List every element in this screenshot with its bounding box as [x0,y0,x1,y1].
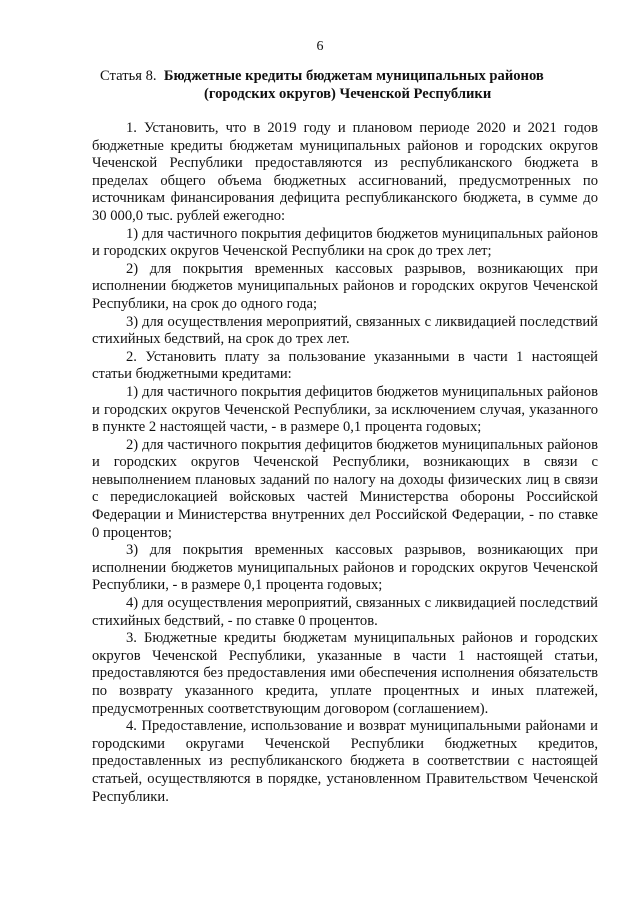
paragraph-part-2-item-4: 4) для осуществления мероприятий, связанных с ликвидацией последствий стихийных бедствий, - по ставке 0 процентов. [92,595,598,629]
page-number: 6 [316,39,324,54]
paragraph-part-1: 1. Установить, что в 2019 году и плановом периоде 2020 и 2021 годов бюджетные кредиты бюджетам муниципальных районов и городских округов Чеченской Республики предоставляются из республиканского бюджета в пределах общего объема бюджетных ассигнований, предусмотренных по источникам финансирования дефицита республиканского бюджета, в сумме до 30 000,0 тыс. рублей ежегодно: [92,120,598,224]
paragraph-part-1-item-1: 1) для частичного покрытия дефицитов бюджетов муниципальных районов и городских округов Чеченской Республики на срок до трех лет; [92,225,598,260]
article-title-line-2: (городских округов) Чеченской Республики [204,86,492,102]
paragraph-part-3: 3. Бюджетные кредиты бюджетам муниципальных районов и городских округов Чеченской Республики, указанные в части 1 настоящей статьи, предоставляются без предоставления ими обеспечения исполнения обязательств по возврату указанного кредита, уплате процентных и иных платежей, предусмотренных соответствующим договором (соглашением). [92,630,598,717]
paragraph-part-2-item-2: 2) для частичного покрытия дефицитов бюджетов муниципальных районов и городских округов Чеченской Республики, возникающих в связи с невыполнением плановых заданий по налогу на доходы физических лиц в связи с передислокацией войсковых частей Министерства обороны Российской Федерации и Министерства внутренних дел Российской Федерации, - по ставке 0 процентов; [92,436,598,541]
article-label: Статья 8. [100,68,157,84]
paragraph-part-1-item-2: 2) для покрытия временных кассовых разрывов, возникающих при исполнении бюджетов муниципальных районов и городских округов Чеченской Республики, на срок до одного года; [92,260,598,312]
article-heading-line-1 [100,68,620,86]
paragraph-part-2-item-1: 1) для частичного покрытия дефицитов бюджетов муниципальных районов и городских округов Чеченской Республики, за исключением случая, указанного в пункте 2 настоящей части, - в размере 0,1 процента годовых; [92,383,598,436]
article-title-line-1: Бюджетные кредиты бюджетам муниципальных районов [163,68,544,84]
paragraph-part-4: 4. Предоставление, использование и возврат муниципальными районами и городскими округами Чеченской Республики бюджетных кредитов, предоставленных из республиканского бюджета в соответствии с настоящей статьей, осуществляются в порядке, установленном Правительством Чеченской Республики. [92,718,598,805]
article-heading [100,68,620,104]
paragraph-part-2: 2. Установить плату за пользование указанными в части 1 настоящей статьи бюджетными кредитами: [92,348,598,383]
paragraph-part-2-item-3: 3) для покрытия временных кассовых разрывов, возникающих при исполнении бюджетов муниципальных районов и городских округов Чеченской Республики, - в размере 0,1 процента годовых; [92,542,598,594]
paragraph-part-1-item-3: 3) для осуществления мероприятий, связанных с ликвидацией последствий стихийных бедствий, на срок до трех лет. [92,313,598,348]
article-body [92,120,598,806]
